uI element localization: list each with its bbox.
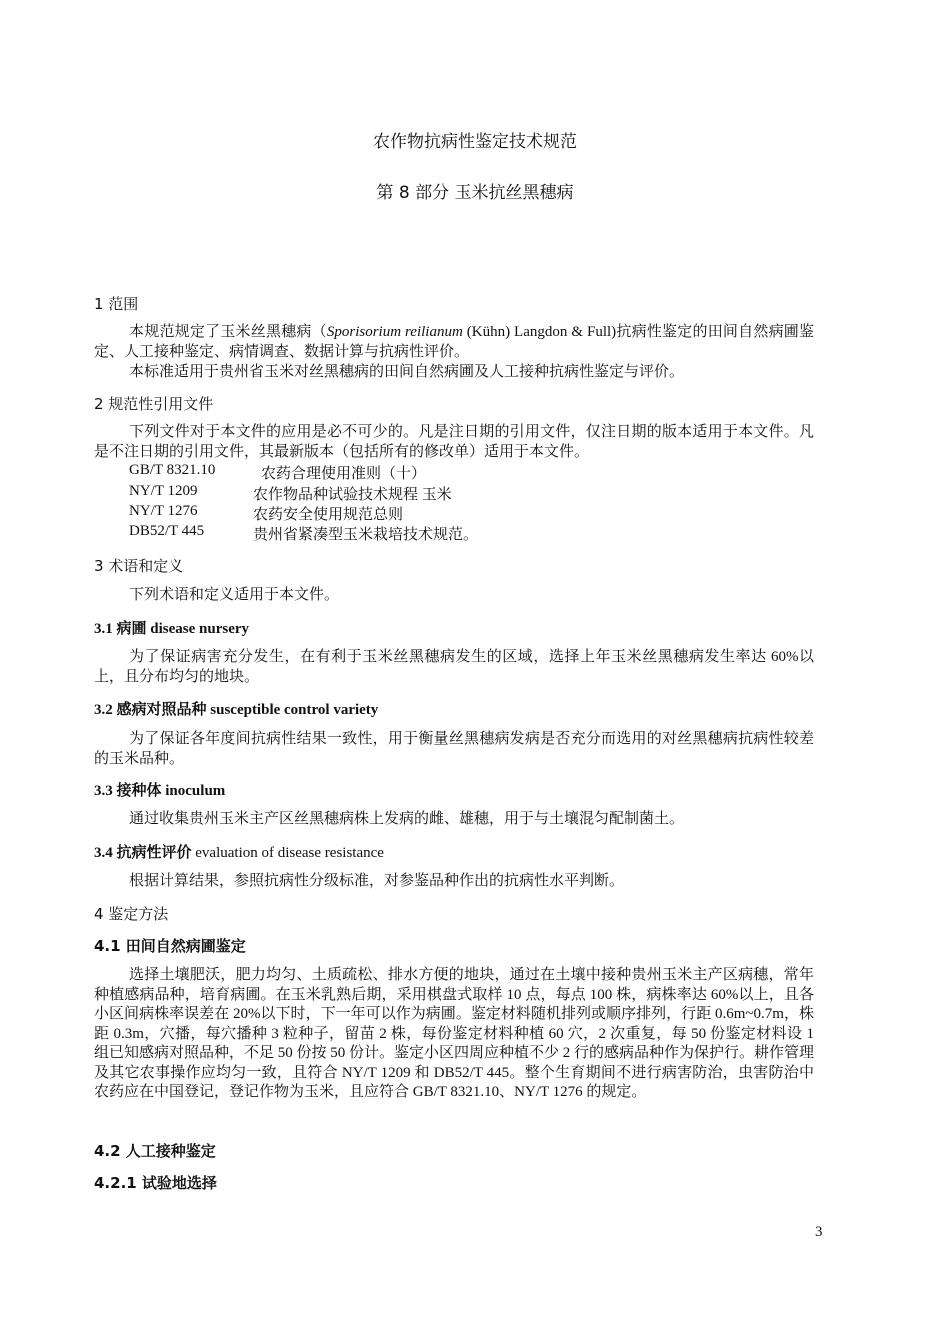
reference-item (129, 462, 427, 482)
section-4-heading: 4 鉴定方法 (94, 905, 169, 923)
document-subtitle: 第 8 部分 玉米抗丝黑穗病 (376, 183, 574, 203)
term-chinese: 抗病性评价 (116, 843, 192, 861)
section-3-intro: 下列术语和定义适用于本文件。 (129, 587, 340, 603)
reference-code: NY/T 1209 (129, 483, 198, 499)
section-1-paragraph-2: 本标准适用于贵州省玉米对丝黑穗病的田间自然病圃及人工接种抗病性鉴定与评价。 (129, 364, 685, 380)
reference-item (129, 483, 452, 503)
reference-title: 农药安全使用规范总则 (253, 507, 404, 523)
term-english: inoculum (165, 783, 226, 799)
term-3-1-heading (94, 617, 249, 638)
document-title: 农作物抗病性鉴定技术规范 (373, 132, 577, 152)
term-english: susceptible control variety (210, 702, 379, 718)
section-4-1-heading (94, 935, 246, 956)
reference-code: DB52/T 445 (129, 523, 205, 539)
section-1-p1-before: 本规范规定了玉米丝黑穗病（ (129, 324, 327, 340)
term-3-1-definition: 为了保证病害充分发生，在有利于玉米丝黑穗病发生的区域，选择上年玉米丝黑穗病发生率达 60%以上，且分布均匀的地块。 (94, 649, 814, 685)
reference-title: 农药合理使用准则（十） (261, 466, 427, 482)
section-2-heading: 2 规范性引用文件 (94, 395, 214, 413)
section-1-p1-after: (Kühn) Langdon & Full)抗病性鉴定的田间自然病圃鉴定、人工接种鉴定、病情调查、数据计算与抗病性评价。 (94, 324, 815, 360)
section-4-2-heading (94, 1140, 216, 1161)
section-1-heading: 1 范围 (94, 295, 139, 313)
section-4-2-1-title: 4.2.1 试验地选择 (94, 1174, 217, 1192)
section-4-2-1-heading (94, 1172, 217, 1193)
term-3-2-heading (94, 698, 378, 719)
reference-item (129, 503, 404, 523)
term-3-4-definition: 根据计算结果，参照抗病性分级标准，对参鉴品种作出的抗病性水平判断。 (129, 873, 625, 889)
term-3-3-heading (94, 779, 225, 800)
section-1-p1-species: Sporisorium reilianum (326, 324, 463, 340)
term-number: 3.4 (94, 845, 113, 861)
term-english: evaluation of disease resistance (195, 845, 384, 861)
term-3-4-heading (94, 841, 384, 862)
term-chinese: 病圃 (116, 619, 147, 637)
term-number: 3.1 (94, 621, 113, 637)
section-4-2-title: 4.2 人工接种鉴定 (94, 1142, 216, 1160)
section-4-1-title: 4.1 田间自然病圃鉴定 (94, 937, 246, 955)
page-number: 3 (815, 1224, 823, 1240)
reference-title: 农作物品种试验技术规程 玉米 (253, 487, 452, 503)
term-number: 3.3 (94, 783, 113, 799)
term-chinese: 接种体 (116, 781, 162, 799)
section-2-paragraph: 下列文件对于本文件的应用是必不可少的。凡是注日期的引用文件，仅注日期的版本适用于本文件。凡是不注日期的引用文件，其最新版本（包括所有的修改单）适用于本文件。 (94, 424, 814, 460)
term-number: 3.2 (94, 702, 113, 718)
reference-code: NY/T 1276 (129, 503, 198, 519)
term-3-2-definition: 为了保证各年度间抗病性结果一致性，用于衡量丝黑穗病发病是否充分而选用的对丝黑穗病抗病性较差的玉米品种。 (94, 731, 814, 767)
section-1-paragraph-1 (94, 323, 814, 362)
term-3-3-definition: 通过收集贵州玉米主产区丝黑穗病株上发病的雌、雄穗，用于与土壤混匀配制菌土。 (129, 811, 685, 827)
term-english: disease nursery (150, 621, 250, 637)
reference-item (129, 523, 479, 543)
reference-title: 贵州省紧凑型玉米栽培技术规范。 (253, 527, 479, 543)
section-4-1-paragraph: 选择土壤肥沃，肥力均匀、土质疏松、排水方便的地块，通过在土壤中接种贵州玉米主产区病穗，常年种植感病品种，培育病圃。在玉米乳熟后期，采用棋盘式取样 10 点，每点 100 株，病株率达 60%以上，且各小区间病株率误差在 20%以下时，下一年可以作为病圃。鉴定材料随机排列或顺序排列，行距 0.6m~0.7m，株距 0.3m，穴播，每穴播种 3 粒种子，留苗 2 株，每份鉴定材料种植 60 穴，2 次重复，每 50 份鉴定材料设 1 组已知感病对照品种，不足 50 份按 50 份计。鉴定小区四周应种植不少 2 行的感病品种作为保护行。耕作管理及其它农事操作应均匀一致，且符合 NY/T 1209 和 DB52/T 445。整个生育期间不进行病害防治，虫害防治中农药应在中国登记，登记作物为玉米，且应符合 GB/T 8321.10、NY/T 1276 的规定。 (94, 967, 815, 1100)
term-chinese: 感病对照品种 (116, 700, 207, 718)
reference-code: GB/T 8321.10 (129, 462, 216, 478)
section-3-heading: 3 术语和定义 (94, 557, 184, 575)
